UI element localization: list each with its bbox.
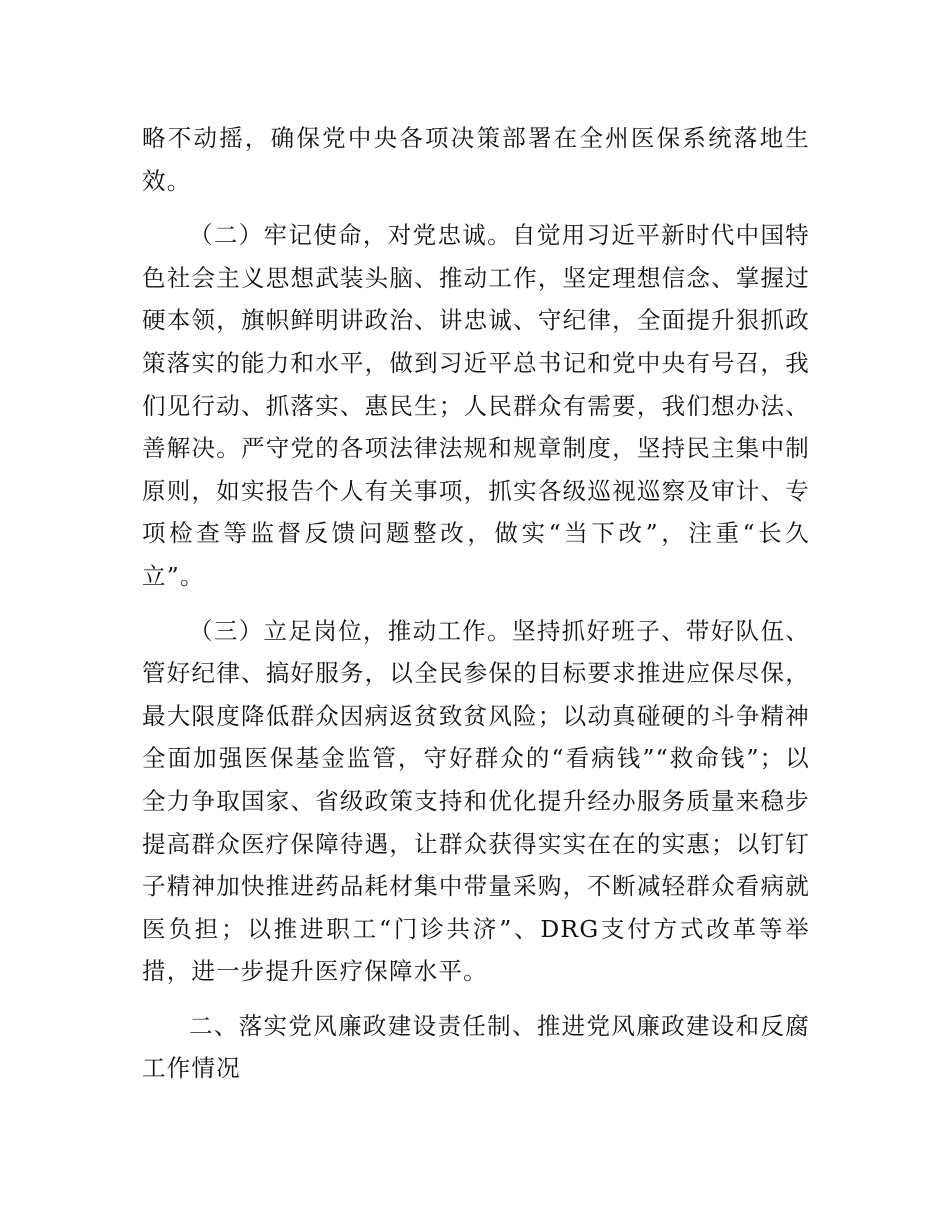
paragraph-continuation: 略不动摇，确保党中央各项决策部署在全州医保系统落地生效。: [142, 124, 810, 195]
document-body: [142, 117, 810, 1090]
paragraph-section-3: （三）立足岗位，推动工作。坚持抓好班子、带好队伍、管好纪律、搞好服务，以全民参保的目标要求推进应保尽保，最大限度降低群众因病返贫致贫风险；以动真碰硬的斗争精神全面加强医保基金监管，守好群众的“看病钱”“救命钱”；以全力争取国家、省级政策支持和优化提升经办服务质量来稳步提高群众医疗保障待遇，让群众获得实实在在的实惠；以钉钉子精神加快推进药品耗材集中带量采购，不断减轻群众看病就医负担；以推进职工“门诊共济”、DRG支付方式改革等举措，进一步提升医疗保障水平。: [142, 616, 810, 986]
paragraph-section-2: （二）牢记使命，对党忠诚。自觉用习近平新时代中国特色社会主义思想武装头脑、推动工作，坚定理想信念、掌握过硬本领，旗帜鲜明讲政治、讲忠诚、守纪律，全面提升狠抓政策落实的能力和水平，做到习近平总书记和党中央有号召，我们见行动、抓落实、惠民生；人民群众有需要，我们想办法、善解决。严守党的各项法律法规和规章制度，坚持民主集中制原则，如实报告个人有关事项，抓实各级巡视巡察及审计、专项检查等监督反馈问题整改，做实“当下改”，注重“长久立”。: [142, 221, 810, 590]
heading-part-2: 二、落实党风廉政建设责任制、推进党风廉政建设和反腐工作情况: [142, 1011, 810, 1083]
